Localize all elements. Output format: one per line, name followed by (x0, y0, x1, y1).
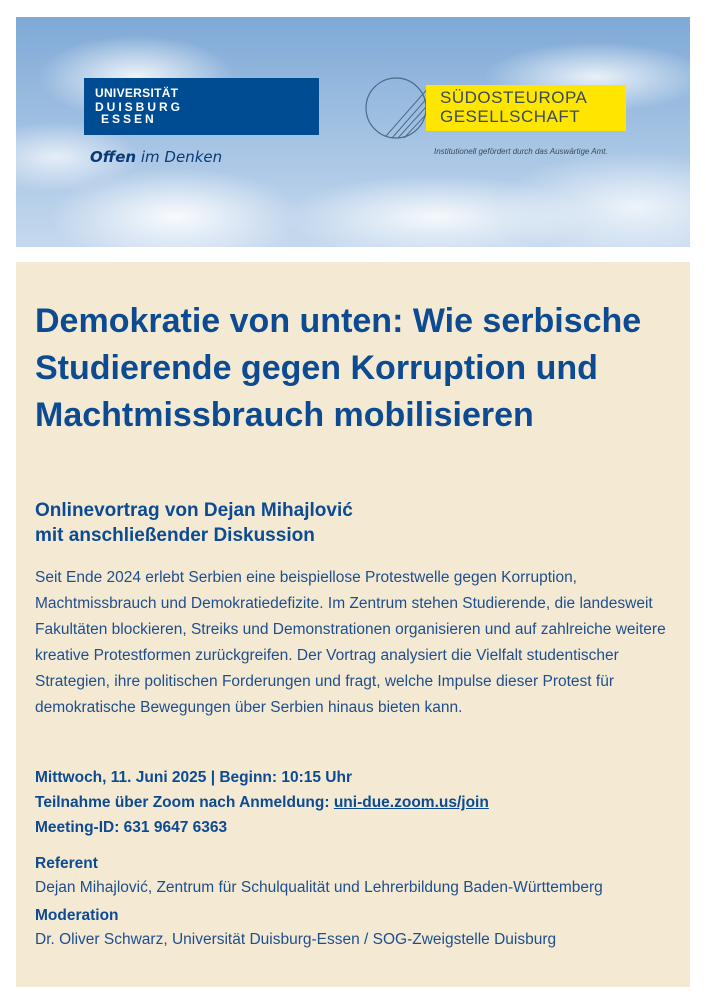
referent-heading: Referent (35, 855, 98, 872)
event-subtitle-line1: Onlinevortrag von Dejan Mihajlović (35, 500, 353, 521)
event-subtitle (35, 498, 675, 548)
ude-logo-line3: ESSEN (101, 112, 157, 126)
sog-funding-note: Institutionell gefördert durch das Auswärtige Amt. (434, 147, 608, 156)
referent-section (35, 852, 685, 900)
event-description: Seit Ende 2024 erlebt Serbien eine beispiellose Protestwelle gegen Korruption, Machtmissbrauch und Demokratiedefizite. Im Zentrum stehen Studierende, die landesweit Fakultäten blockieren, Streiks und Demonstrationen organisieren und auf zahlreiche weitere kreative Protestformen zurückgreifen. Der Vortrag analysiert die Vielfalt studentischer Strategien, ihre politischen Forderungen und fragt, welche Impulse dieser Protest für demokratische Bewegungen über Serbien hinaus bieten kann. (35, 569, 666, 716)
sog-logo-line2: GESELLSCHAFT (440, 107, 581, 126)
event-title: Demokratie von unten: Wie serbische Studierende gegen Korruption und Machtmissbrauch mobilisieren (35, 302, 642, 434)
event-date-time: Mittwoch, 11. Juni 2025 | Beginn: 10:15 Uhr (35, 769, 353, 786)
sog-emblem-icon (356, 72, 436, 142)
ude-slogan (90, 148, 222, 166)
sog-logo-line1: SÜDOSTEUROPA (440, 88, 588, 107)
ude-logo-line2: DUISBURG (95, 100, 184, 114)
ude-slogan-bold: Offen (90, 148, 137, 166)
referent-text: Dejan Mihajlović, Zentrum für Schulqualität und Lehrerbildung Baden-Württemberg (35, 879, 603, 896)
header-banner (16, 17, 690, 247)
ude-logo (84, 78, 319, 135)
ude-logo-line1: UNIVERSITÄT (95, 86, 179, 100)
moderation-text: Dr. Oliver Schwarz, Universität Duisburg-Essen / SOG-Zweigstelle Duisburg (35, 931, 557, 948)
zoom-prefix: Teilnahme über Zoom nach Anmeldung: (35, 794, 334, 811)
zoom-link[interactable]: uni-due.zoom.us/join (333, 794, 489, 811)
event-details (35, 765, 675, 840)
ude-slogan-rest: im Denken (136, 148, 223, 166)
moderation-heading: Moderation (35, 907, 119, 924)
event-subtitle-line2: mit anschließender Diskussion (35, 525, 315, 546)
event-card (16, 262, 690, 987)
sog-logo (426, 85, 626, 131)
meeting-id: Meeting-ID: 631 9647 6363 (35, 819, 228, 836)
moderation-section (35, 904, 685, 952)
event-zoom-line (35, 790, 675, 815)
